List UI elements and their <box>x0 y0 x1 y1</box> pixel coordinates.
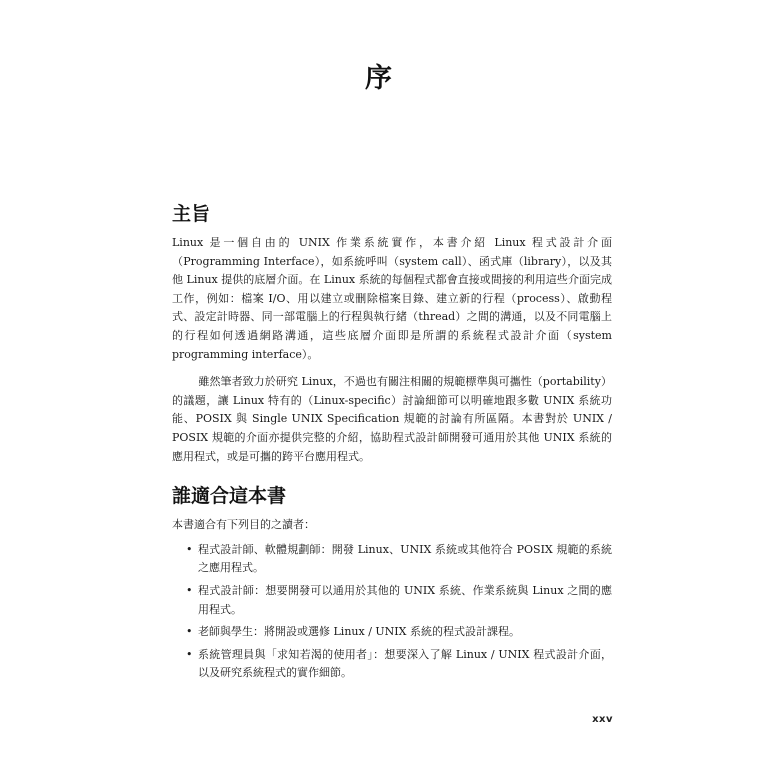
list-item <box>172 646 612 683</box>
audience-intro: 本書適合有下列目的之讀者： <box>172 518 315 532</box>
list-item-text: 老師與學生：將開設或選修 Linux / UNIX 系統的程式設計課程。 <box>198 625 520 639</box>
page-body <box>172 202 612 687</box>
list-item-text: 程式設計師：想要開發可以通用於其他的 UNIX 系統、作業系統與 Linux 之間的應用程式。 <box>198 583 612 616</box>
audience-list <box>172 541 612 683</box>
page-number: xxv <box>592 714 613 725</box>
list-item <box>172 623 612 642</box>
chapter-title: 序 <box>365 63 392 94</box>
bullet-icon: • <box>186 625 193 639</box>
list-item-text: 系統管理員與「求知若渴的使用者」：想要深入了解 Linux / UNIX 程式設計介面，以及研究系統程式的實作細節。 <box>198 647 612 680</box>
paragraph: Linux 是一個自由的 UNIX 作業系統實作，本書介紹 Linux 程式設計介面（Programming Interface），如系統呼叫（system call）、函式庫（library），以及其他 Linux 提供的底層介面。在 Linux 系統的每個程式都會直接或間接的利用這些介面完成工作，例如：檔案 I/O、用以建立或刪除檔案目錄、建立新的行程（process）、啟動程式、設定計時器、同一部電腦上的行程與執行緒（thread）之間的溝通，以及不同電腦上的行程如何透過網路溝通，這些底層介面即是所謂的系統程式設計介面（system programming interface）。 <box>172 236 612 361</box>
section-heading-purpose: 主旨 <box>172 203 211 225</box>
list-item <box>172 541 612 578</box>
section-heading-audience: 誰適合這本書 <box>172 485 287 508</box>
bullet-icon: • <box>186 542 193 556</box>
list-item <box>172 582 612 619</box>
bullet-icon: • <box>186 647 193 661</box>
list-item-text: 程式設計師、軟體規劃師：開發 Linux、UNIX 系統或其他符合 POSIX 規範的系統之應用程式。 <box>198 542 612 575</box>
paragraph: 雖然筆者致力於研究 Linux，不過也有關注相關的規範標準與可攜性（portability）的議題，讓 Linux 特有的（Linux-specific）討論細節可以明確地跟多數 UNIX 系統功能、POSIX 與 Single UNIX Specification 規範的討論有所區隔。本書對於 UNIX / POSIX 規範的介面亦提供完整的介紹，協助程式設計師開發可通用於其他 UNIX 系統的應用程式，或是可攜的跨平台應用程式。 <box>172 375 612 463</box>
bullet-icon: • <box>186 583 193 597</box>
